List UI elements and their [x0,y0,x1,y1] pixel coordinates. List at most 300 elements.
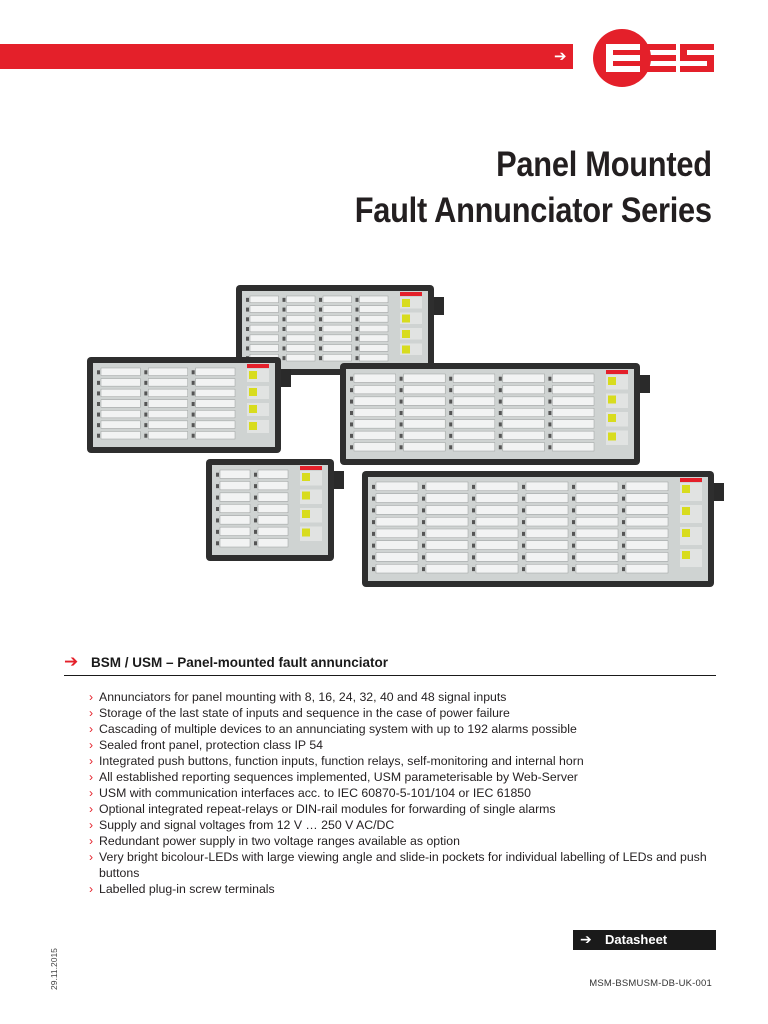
signal-label-pocket [220,527,250,535]
signal-label-pocket [453,431,495,439]
signal-led [622,532,625,536]
signal-label-pocket [552,408,594,416]
signal-led [422,567,425,571]
signal-label-pocket [503,431,545,439]
signal-label-pocket [323,325,352,332]
yellow-push-button [402,315,410,323]
datasheet-label-box [573,930,716,950]
signal-led [400,400,403,404]
signal-label-pocket [354,420,396,428]
yellow-push-button [608,377,616,385]
bullet-chevron-icon: › [89,690,94,704]
signal-led [472,520,475,524]
signal-label-pocket [360,306,389,313]
yellow-push-button [302,510,310,518]
datasheet-arrow-icon: ➔ [580,931,592,947]
signal-label-pocket [476,564,518,573]
signal-label-pocket [148,379,187,387]
page-title [306,142,712,234]
signal-led [283,317,286,321]
signal-label-pocket [626,564,668,573]
signal-led [97,434,100,438]
signal-label-pocket [552,420,594,428]
signal-label-pocket [287,335,316,342]
signal-led [350,422,353,426]
yellow-push-button [249,371,257,379]
signal-label-pocket [476,517,518,526]
signal-label-pocket [526,553,568,562]
signal-led [372,520,375,524]
signal-label-pocket [258,539,288,547]
signal-label-pocket [476,541,518,550]
signal-led [144,423,147,427]
signal-led [192,370,195,374]
signal-led [449,388,452,392]
signal-led [372,555,375,559]
signal-label-pocket [287,325,316,332]
yellow-push-button [249,388,257,396]
signal-label-pocket [250,325,279,332]
signal-label-pocket [250,306,279,313]
signal-label-pocket [376,553,418,562]
signal-label-pocket [323,315,352,322]
section-arrow-icon: ➔ [64,652,79,671]
feature-item [89,881,729,897]
signal-label-pocket [626,553,668,562]
signal-label-pocket [376,517,418,526]
signal-label-pocket [360,315,389,322]
signal-led [356,308,359,312]
signal-label-pocket [220,470,250,478]
signal-label-pocket [354,443,396,451]
signal-led [548,422,551,426]
signal-led [319,337,322,341]
signal-led [522,497,525,501]
signal-led [350,400,353,404]
yellow-push-button [402,299,410,307]
signal-label-pocket [552,374,594,382]
feature-text: All established reporting sequences implemented, USM parameterisable by Web-Server [99,770,578,784]
signal-label-pocket [376,494,418,503]
signal-label-pocket [552,397,594,405]
signal-label-pocket [526,564,568,573]
document-code: MSM-BSMUSM-DB-UK-001 [589,978,712,989]
yellow-push-button [682,529,690,537]
signal-led [283,337,286,341]
bullet-chevron-icon: › [89,770,94,784]
yellow-push-button [249,422,257,430]
signal-led [548,400,551,404]
signal-led [472,544,475,548]
yellow-push-button [402,346,410,354]
signal-led [144,381,147,385]
feature-text: Annunciators for panel mounting with 8, 16, 24, 32, 40 and 48 signal inputs [99,690,507,704]
signal-led [522,567,525,571]
signal-led [548,434,551,438]
signal-label-pocket [250,335,279,342]
signal-label-pocket [552,431,594,439]
signal-led [192,413,195,417]
signal-label-pocket [323,296,352,303]
signal-led [144,413,147,417]
signal-led [283,308,286,312]
signal-label-pocket [148,389,187,397]
signal-label-pocket [101,421,140,429]
signal-label-pocket [503,385,545,393]
signal-label-pocket [258,470,288,478]
signal-label-pocket [196,431,235,439]
signal-led [472,532,475,536]
bullet-chevron-icon: › [89,834,94,848]
signal-led [449,434,452,438]
signal-led [372,532,375,536]
signal-led [548,445,551,449]
yellow-push-button [682,551,690,559]
signal-led [319,327,322,331]
signal-led [622,555,625,559]
signal-led [400,411,403,415]
signal-label-pocket [323,345,352,352]
signal-led [246,346,249,350]
signal-led [372,497,375,501]
signal-led [254,473,257,477]
signal-led [356,346,359,350]
signal-led [622,567,625,571]
feature-text: Redundant power supply in two voltage ranges available as option [99,834,460,848]
bullet-chevron-icon: › [89,706,94,720]
signal-label-pocket [526,482,568,491]
signal-label-pocket [376,482,418,491]
signal-label-pocket [250,345,279,352]
signal-led [283,346,286,350]
document-date: 29.11.2015 [49,948,59,990]
feature-item [89,833,729,849]
signal-led [216,484,219,488]
signal-label-pocket [360,354,389,361]
feature-text: Optional integrated repeat-relays or DIN-rail modules for forwarding of single alarms [99,802,556,816]
signal-label-pocket [404,443,446,451]
signal-led [319,298,322,302]
signal-label-pocket [453,408,495,416]
yellow-push-button [608,396,616,404]
panel-brand-mark [680,478,702,482]
signal-led [97,381,100,385]
signal-label-pocket [360,335,389,342]
signal-led [144,370,147,374]
feature-item [89,785,729,801]
signal-led [372,544,375,548]
signal-label-pocket [360,296,389,303]
signal-label-pocket [148,400,187,408]
signal-label-pocket [503,408,545,416]
signal-label-pocket [404,408,446,416]
signal-led [97,413,100,417]
signal-label-pocket [258,504,288,512]
signal-label-pocket [503,397,545,405]
feature-item [89,737,729,753]
signal-label-pocket [526,529,568,538]
signal-label-pocket [404,374,446,382]
yellow-push-button [402,330,410,338]
signal-label-pocket [287,296,316,303]
signal-label-pocket [453,385,495,393]
signal-label-pocket [404,420,446,428]
signal-led [216,530,219,534]
signal-led [97,391,100,395]
signal-label-pocket [503,420,545,428]
signal-label-pocket [576,553,618,562]
feature-item [89,817,729,833]
signal-label-pocket [626,506,668,515]
signal-label-pocket [323,335,352,342]
signal-led [572,555,575,559]
bullet-chevron-icon: › [89,754,94,768]
signal-led [499,377,502,381]
signal-led [144,434,147,438]
signal-label-pocket [476,494,518,503]
feature-text: Storage of the last state of inputs and sequence in the case of power failure [99,706,510,720]
signal-led [144,391,147,395]
signal-led [449,445,452,449]
signal-led [216,541,219,545]
signal-led [572,567,575,571]
signal-label-pocket [101,431,140,439]
signal-label-pocket [552,443,594,451]
signal-label-pocket [426,517,468,526]
signal-label-pocket [376,506,418,515]
signal-led [350,388,353,392]
signal-led [192,423,195,427]
yellow-push-button [302,473,310,481]
signal-label-pocket [526,506,568,515]
signal-label-pocket [354,397,396,405]
signal-label-pocket [220,493,250,501]
feature-item [89,721,729,737]
bullet-chevron-icon: › [89,818,94,832]
signal-led [548,377,551,381]
signal-label-pocket [101,410,140,418]
signal-led [472,567,475,571]
signal-label-pocket [476,529,518,538]
signal-label-pocket [258,516,288,524]
signal-led [246,298,249,302]
signal-led [372,567,375,571]
feature-text: Cascading of multiple devices to an annunciating system with up to 192 alarms possible [99,722,577,736]
signal-label-pocket [626,482,668,491]
signal-label-pocket [258,481,288,489]
signal-label-pocket [196,389,235,397]
signal-led [372,508,375,512]
signal-label-pocket [404,397,446,405]
signal-led [499,400,502,404]
signal-led [499,411,502,415]
signal-led [97,402,100,406]
signal-led [192,434,195,438]
bullet-chevron-icon: › [89,786,94,800]
signal-label-pocket [354,431,396,439]
signal-led [548,411,551,415]
signal-led [350,377,353,381]
signal-label-pocket [626,541,668,550]
signal-label-pocket [287,345,316,352]
feature-item [89,769,729,785]
signal-led [246,337,249,341]
signal-label-pocket [196,379,235,387]
ees-logo [588,27,716,87]
signal-led [449,400,452,404]
signal-label-pocket [626,517,668,526]
signal-led [622,508,625,512]
signal-label-pocket [287,315,316,322]
signal-led [192,402,195,406]
signal-led [422,532,425,536]
feature-item [89,753,729,769]
signal-led [572,520,575,524]
signal-label-pocket [287,306,316,313]
header-red-bar [0,44,573,69]
feature-text: Sealed front panel, protection class IP 54 [99,738,323,752]
yellow-push-button [682,507,690,515]
signal-led [356,327,359,331]
signal-led [572,532,575,536]
signal-led [400,445,403,449]
signal-label-pocket [354,408,396,416]
yellow-push-button [682,485,690,493]
feature-text: Labelled plug-in screw terminals [99,882,275,896]
signal-led [472,555,475,559]
signal-label-pocket [196,400,235,408]
signal-led [622,497,625,501]
signal-led [449,377,452,381]
signal-led [472,485,475,489]
feature-item [89,705,729,721]
signal-label-pocket [101,379,140,387]
signal-led [499,388,502,392]
bullet-chevron-icon: › [89,802,94,816]
signal-led [192,381,195,385]
signal-led [472,508,475,512]
signal-led [572,497,575,501]
signal-label-pocket [250,296,279,303]
section-title: BSM / USM – Panel-mounted fault annunciator [91,655,389,670]
bullet-chevron-icon: › [89,850,94,864]
yellow-push-button [302,529,310,537]
signal-label-pocket [148,431,187,439]
signal-led [548,388,551,392]
signal-led [422,555,425,559]
signal-label-pocket [354,374,396,382]
signal-label-pocket [426,506,468,515]
signal-label-pocket [476,553,518,562]
signal-label-pocket [453,443,495,451]
datasheet-label: Datasheet [605,932,668,947]
feature-text: Integrated push buttons, function inputs, function relays, self-monitoring and internal horn [99,754,584,768]
signal-label-pocket [250,315,279,322]
signal-led [97,370,100,374]
signal-label-pocket [453,374,495,382]
signal-label-pocket [576,506,618,515]
yellow-push-button [608,414,616,422]
signal-led [246,308,249,312]
signal-label-pocket [576,494,618,503]
signal-led [283,356,286,360]
title-line-2: Fault Annunciator Series [354,191,712,230]
signal-label-pocket [220,539,250,547]
signal-label-pocket [101,400,140,408]
signal-label-pocket [526,517,568,526]
signal-led [449,422,452,426]
signal-label-pocket [476,482,518,491]
signal-led [356,337,359,341]
signal-led [400,388,403,392]
signal-label-pocket [503,374,545,382]
signal-label-pocket [376,541,418,550]
feature-item [89,849,729,881]
panel-brand-mark [400,292,422,296]
title-line-1: Panel Mounted [496,145,712,184]
signal-led [350,445,353,449]
signal-label-pocket [376,564,418,573]
signal-led [622,520,625,524]
signal-label-pocket [526,494,568,503]
signal-label-pocket [426,494,468,503]
signal-led [522,532,525,536]
feature-text: USM with communication interfaces acc. to IEC 60870-5-101/104 or IEC 61850 [99,786,531,800]
signal-label-pocket [404,385,446,393]
feature-text: Very bright bicolour-LEDs with large viewing angle and slide-in pockets for individual labelling of LEDs and push buttons [99,850,707,880]
signal-label-pocket [196,410,235,418]
signal-led [372,485,375,489]
signal-led [254,507,257,511]
signal-label-pocket [426,541,468,550]
panel-brand-mark [606,370,628,374]
signal-led [499,422,502,426]
signal-label-pocket [453,420,495,428]
signal-label-pocket [376,529,418,538]
signal-label-pocket [453,397,495,405]
signal-label-pocket [258,527,288,535]
signal-led [572,485,575,489]
signal-led [216,518,219,522]
feature-list [89,689,729,897]
signal-led [400,422,403,426]
signal-led [449,411,452,415]
signal-led [522,555,525,559]
signal-led [350,411,353,415]
signal-led [522,485,525,489]
signal-led [350,434,353,438]
signal-led [422,520,425,524]
signal-label-pocket [196,368,235,376]
signal-label-pocket [360,345,389,352]
signal-led [254,484,257,488]
feature-item [89,801,729,817]
signal-label-pocket [220,504,250,512]
feature-item [89,689,729,705]
signal-led [622,544,625,548]
signal-led [254,530,257,534]
bullet-chevron-icon: › [89,882,94,896]
signal-led [97,423,100,427]
signal-label-pocket [576,529,618,538]
signal-label-pocket [626,494,668,503]
signal-label-pocket [576,564,618,573]
signal-led [422,497,425,501]
signal-led [472,497,475,501]
signal-label-pocket [287,354,316,361]
signal-led [216,496,219,500]
signal-label-pocket [404,431,446,439]
